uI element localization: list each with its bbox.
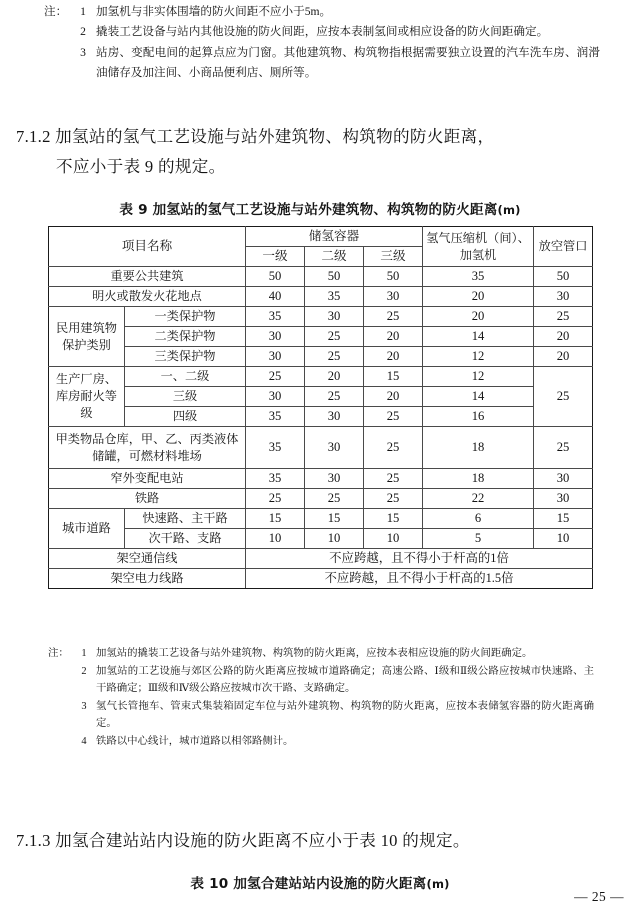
cell-value: 15 (364, 367, 423, 387)
page-number: — 25 — (574, 889, 624, 904)
row-sub-label: 快速路、主干路 (125, 509, 246, 529)
cell-value: 10 (534, 529, 593, 549)
cell-value: 18 (423, 469, 534, 489)
note-number: 2 (81, 665, 87, 677)
cell-value: 30 (364, 287, 423, 307)
cell-value: 20 (364, 327, 423, 347)
cell-value: 30 (305, 469, 364, 489)
cell-value: 25 (364, 307, 423, 327)
cell-value: 10 (305, 529, 364, 549)
table-row (49, 387, 593, 407)
table-row (49, 327, 593, 347)
cell-value: 20 (364, 347, 423, 367)
cell-value: 35 (423, 267, 534, 287)
clause-7-1-2-line-1: 7.1.2 加氢站的氢气工艺设施与站外建筑物、构筑物的防火距离， (16, 127, 495, 146)
table-10-caption (0, 872, 640, 892)
cell-value: 25 (305, 327, 364, 347)
table-row (49, 469, 593, 489)
cell-value: 20 (534, 327, 593, 347)
note-number: 3 (81, 700, 87, 712)
cell-value: 15 (246, 509, 305, 529)
cell-value: 35 (246, 427, 305, 469)
cell-value: 25 (534, 427, 593, 469)
header-grade-3: 三级 (364, 247, 423, 267)
note-text: 加氢机与非实体围墙的防火间距不应小于5m。 (96, 5, 332, 18)
note-item (48, 645, 594, 663)
cell-value: 50 (534, 267, 593, 287)
cell-value: 15 (534, 509, 593, 529)
table-row (49, 307, 593, 327)
table-9-notes (48, 645, 594, 751)
row-sub-label: 二类保护物 (125, 327, 246, 347)
cell-value: 25 (246, 367, 305, 387)
cell-value: 20 (305, 367, 364, 387)
cell-value: 25 (305, 489, 364, 509)
header-storage-group: 储氢容器 (246, 227, 423, 247)
row-label: 甲类物品仓库，甲、乙、丙类液体储罐，可燃材料堆场 (49, 427, 246, 469)
row-sub-label: 一类保护物 (125, 307, 246, 327)
row-sub-label: 一、二级 (125, 367, 246, 387)
table-row (49, 529, 593, 549)
table-row (49, 347, 593, 367)
row-label: 铁路 (49, 489, 246, 509)
note-item (48, 663, 594, 698)
cell-value: 14 (423, 387, 534, 407)
cell-value: 5 (423, 529, 534, 549)
cell-value: 12 (423, 367, 534, 387)
cell-value: 18 (423, 427, 534, 469)
table-9 (48, 226, 593, 589)
note-text: 站房、变配电间的起算点应为门窗。其他建筑物、构筑物指根据需要独立设置的汽车洗车房、润滑油储存及加注间、小商品便利店、厕所等。 (96, 45, 600, 80)
cell-value: 25 (246, 489, 305, 509)
row-label: 重要公共建筑 (49, 267, 246, 287)
clause-7-1-3-line-1: 7.1.3 加氢合建站站内设施的防火距离不应小于表 10 的规定。 (16, 831, 470, 850)
cell-value: 25 (364, 489, 423, 509)
top-notes-block (44, 2, 600, 84)
table-9-caption-text: 表 9 加氢站的氢气工艺设施与站外建筑物、构筑物的防火距离 (119, 202, 498, 218)
clause-7-1-3 (16, 826, 628, 856)
cell-value: 15 (364, 509, 423, 529)
row-span-text: 不应跨越，且不得小于杆高的1.5倍 (246, 569, 593, 589)
cell-value: 50 (246, 267, 305, 287)
cell-value: 10 (246, 529, 305, 549)
note-text: 撬装工艺设备与站内其他设施的防火间距，应按本表制氢间或相应设备的防火间距确定。 (96, 25, 549, 39)
note-item (44, 2, 600, 22)
cell-value: 25 (305, 347, 364, 367)
header-compressor: 氢气压缩机（间）、加氢机 (423, 227, 534, 267)
cell-value: 35 (246, 407, 305, 427)
cell-value: 15 (305, 509, 364, 529)
cell-value: 35 (246, 307, 305, 327)
header-grade-1: 一级 (246, 247, 305, 267)
note-text: 加氢站的撬装工艺设备与站外建筑物、构筑物的防火距离，应按本表相应设施的防火间距确定。 (96, 648, 533, 659)
table-10-caption-unit: (m) (426, 877, 450, 891)
cell-value: 30 (246, 327, 305, 347)
clause-7-1-2 (16, 122, 628, 182)
row-label: 架空通信线 (49, 549, 246, 569)
table-row (49, 549, 593, 569)
header-grade-2: 二级 (305, 247, 364, 267)
table-10-caption-text: 表 10 加氢合建站站内设施的防火距离 (190, 876, 427, 892)
cell-value: 20 (423, 307, 534, 327)
table-9-caption (0, 198, 640, 218)
row-span-text: 不应跨越，且不得小于杆高的1倍 (246, 549, 593, 569)
note-item (48, 733, 594, 751)
note-item (44, 43, 600, 84)
row-sub-label: 三级 (125, 387, 246, 407)
table-9-caption-unit: (m) (497, 203, 521, 217)
row-label: 明火或散发火花地点 (49, 287, 246, 307)
note-item (44, 22, 600, 42)
cell-value: 30 (534, 287, 593, 307)
cell-value: 6 (423, 509, 534, 529)
cell-value: 12 (423, 347, 534, 367)
cell-value: 30 (305, 427, 364, 469)
note-text: 加氢站的工艺设施与郊区公路的防火距离应按城市道路确定；高速公路、Ⅰ级和Ⅱ级公路应按城市快速路、主干路确定；Ⅲ级和Ⅳ级公路应按城市次干路、支路确定。 (96, 665, 594, 695)
table-9-wrapper (48, 226, 592, 589)
row-sub-label: 三类保护物 (125, 347, 246, 367)
cell-value: 35 (246, 469, 305, 489)
cell-value: 30 (305, 307, 364, 327)
row-label: 架空电力线路 (49, 569, 246, 589)
note-number: 4 (81, 735, 87, 747)
clause-7-1-2-line-2: 不应小于表 9 的规定。 (56, 157, 226, 176)
cell-value: 30 (305, 407, 364, 427)
header-vent: 放空管口 (534, 227, 593, 267)
table-row (49, 489, 593, 509)
cell-value: 16 (423, 407, 534, 427)
row-group-label: 城市道路 (49, 509, 125, 549)
table-row (49, 407, 593, 427)
note-number: 3 (80, 45, 86, 59)
table-header-row-1 (49, 227, 593, 247)
header-item-name: 项目名称 (49, 227, 246, 267)
note-text: 铁路以中心线计，城市道路以相邻路侧计。 (96, 735, 294, 747)
cell-value: 25 (364, 469, 423, 489)
cell-value: 20 (423, 287, 534, 307)
cell-value: 22 (423, 489, 534, 509)
notes-lead-label: 注： (44, 5, 68, 18)
row-label: 窄外变配电站 (49, 469, 246, 489)
row-sub-label: 次干路、支路 (125, 529, 246, 549)
cell-value: 14 (423, 327, 534, 347)
row-sub-label: 四级 (125, 407, 246, 427)
cell-value: 10 (364, 529, 423, 549)
cell-value: 25 (364, 427, 423, 469)
note-number: 1 (80, 5, 86, 18)
table-row (49, 287, 593, 307)
cell-value: 25 (364, 407, 423, 427)
cell-value: 35 (305, 287, 364, 307)
cell-value: 20 (364, 387, 423, 407)
table-row (49, 267, 593, 287)
note-text: 氢气长管拖车、管束式集装箱固定车位与站外建筑物、构筑物的防火距离，应按本表储氢容器的防火距离确定。 (96, 700, 594, 730)
cell-value: 50 (305, 267, 364, 287)
cell-value: 40 (246, 287, 305, 307)
cell-value-merged: 25 (534, 367, 593, 427)
cell-value: 50 (364, 267, 423, 287)
table-row (49, 367, 593, 387)
cell-value: 30 (246, 347, 305, 367)
cell-value: 30 (246, 387, 305, 407)
cell-value: 25 (534, 307, 593, 327)
row-group-label: 民用建筑物保护类别 (49, 307, 125, 367)
note-number: 1 (81, 648, 87, 659)
row-group-label: 生产厂房、库房耐火等级 (49, 367, 125, 427)
notes-lead-label: 注： (48, 648, 69, 659)
note-item (48, 698, 594, 733)
note-number: 2 (80, 25, 86, 39)
table-row (49, 427, 593, 469)
table-row (49, 569, 593, 589)
cell-value: 20 (534, 347, 593, 367)
cell-value: 30 (534, 489, 593, 509)
table-row (49, 509, 593, 529)
cell-value: 25 (305, 387, 364, 407)
cell-value: 30 (534, 469, 593, 489)
